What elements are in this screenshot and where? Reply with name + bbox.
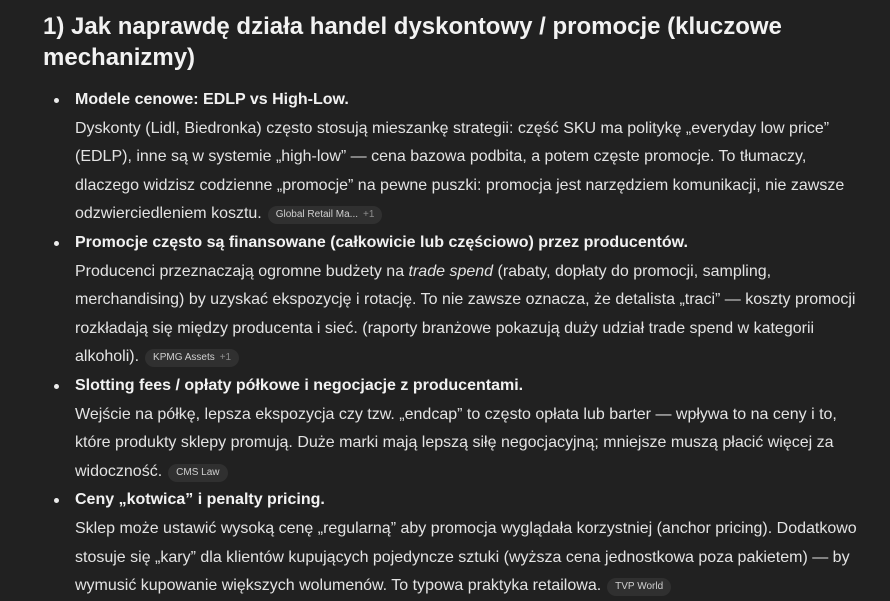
item-body-text: (rabaty, dopłaty do promocji, sampling, merchandising) by uzyskać ekspozycję i rotację. To nie zawsze oznacza, że detalista „traci” — koszty promocji rozkładają się między producenta i sieć. (raporty branżowe pokazują duży udział trade spend w kategorii alkoholi). <box>75 262 856 366</box>
source-chip[interactable] <box>168 464 227 482</box>
source-chip-count: +1 <box>219 352 232 364</box>
item-body-text: Wejście na półkę, lepsza ekspozycja czy tzw. „endcap” to często opłata lub barter — wpływa to na ceny i to, które produkty sklepy promują. Duże marki mają lepszą siłę negocjacyjną; mniejsze muszą płacić więcej za widoczność. <box>75 405 837 480</box>
item-body <box>75 258 870 372</box>
item-body <box>75 115 870 229</box>
source-chip-label: Global Retail Ma... <box>275 209 359 221</box>
bullet-icon <box>54 241 59 246</box>
source-chip-label: TVP World <box>615 581 664 593</box>
item-body <box>75 401 870 487</box>
source-chip[interactable] <box>145 349 239 367</box>
item-heading: Slotting fees / opłaty półkowe i negocjacje z producentami. <box>75 376 524 394</box>
list-item-anchor-pricing <box>43 486 870 600</box>
section-heading: 1) Jak naprawdę działa handel dyskontowy / promocje (kluczowe mechanizmy) <box>43 13 782 71</box>
bullet-icon <box>54 498 59 503</box>
bullet-icon <box>54 98 59 103</box>
item-body-text: Producenci przeznaczają ogromne budżety na <box>75 262 409 280</box>
source-chip[interactable] <box>607 578 671 596</box>
item-body-text: Dyskonty (Lidl, Biedronka) często stosują mieszankę strategii: część SKU ma politykę „everyday low price” (EDLP), inne są w systemie „high-low” — cena bazowa podbita, a potem częste promocje. To tłumaczy, dlaczego widzisz codzienne „promocje” na pewne puszki: promocja jest narzędziem komunikacji, nie zawsze odzwierciedleniem kosztu. <box>75 119 845 223</box>
bullet-icon <box>54 384 59 389</box>
item-body <box>75 515 870 601</box>
mechanisms-list <box>43 86 870 601</box>
source-chip-count: +1 <box>363 209 375 221</box>
source-chip-label: KPMG Assets <box>153 352 215 364</box>
source-chip-label: CMS Law <box>176 466 220 478</box>
list-item-pricing-models <box>43 86 870 229</box>
list-item-trade-spend <box>43 229 870 372</box>
source-chip[interactable] <box>268 206 383 224</box>
item-body-text: Sklep może ustawić wysoką cenę „regularną” aby promocja wyglądała korzystniej (anchor pricing). Dodatkowo stosuje się „kary” dla klientów kupujących pojedyncze sztuki (wyższa cena jednostkowa poza pakietem) — by wymusić kupowanie większych wolumenów. To typowa praktyka retailowa. <box>75 519 857 595</box>
list-item-slotting-fees <box>43 372 870 486</box>
item-body-emphasis: trade spend <box>408 262 494 280</box>
item-heading: Promocje często są finansowane (całkowicie lub częściowo) przez producentów. <box>75 233 688 251</box>
item-heading: Ceny „kotwica” i penalty pricing. <box>75 491 325 509</box>
item-heading: Modele cenowe: EDLP vs High-Low. <box>75 91 349 108</box>
